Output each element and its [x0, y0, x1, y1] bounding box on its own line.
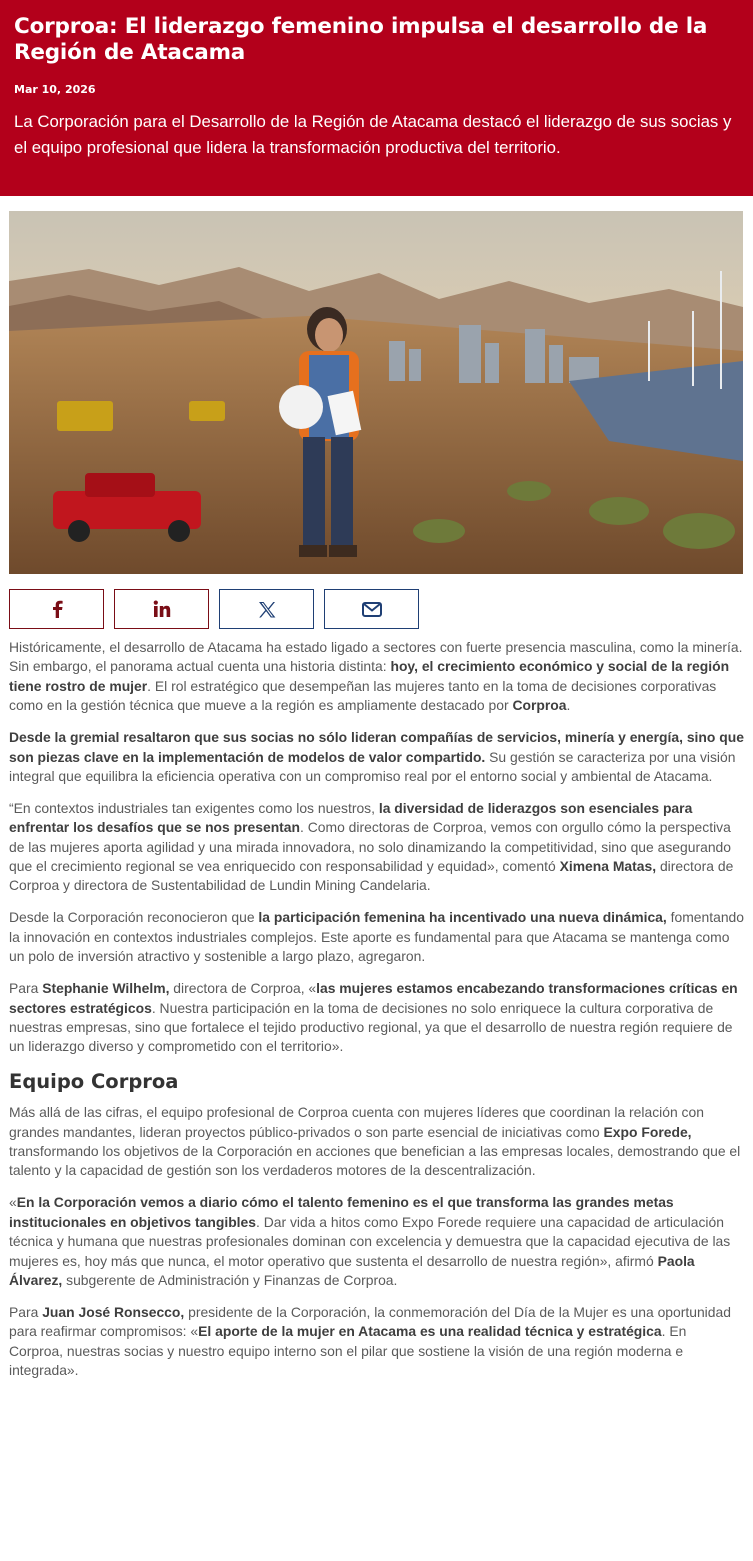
hero-image — [9, 211, 743, 574]
linkedin-icon — [153, 600, 171, 618]
paragraph-4: Desde la Corporación reconocieron que la participación femenina ha incentivado una nueva dinámica, fomentando la innovación en contextos industriales complejos. Este aporte es fundamental para que Atacama se mantenga como un polo de inversión atractivo y sostenible a largo plazo, agregaron. — [9, 909, 744, 965]
section-heading: Equipo Corproa — [9, 1070, 179, 1094]
facebook-icon — [50, 600, 64, 618]
article-header — [0, 0, 753, 196]
article-lead: La Corporación para el Desarrollo de la Región de Atacama destacó el liderazgo de sus socias y el equipo profesional que lidera la transformación productiva del territorio. — [14, 112, 732, 157]
paragraph-8: Para Juan José Ronsecco, presidente de la Corporación, la conmemoración del Día de la Mujer es una oportunidad para reafirmar compromisos: «El aporte de la mujer en Atacama es una realidad técnica y estratégica. En Corproa, nuestras socias y nuestro equipo interno son el pilar que sostiene la visión de una región moderna e integrada». — [9, 1303, 731, 1379]
paragraph-2: Desde la gremial resaltaron que sus socias no sólo lideran compañías de servicios, minería y energía, sino que son piezas clave en la implementación de modelos de valor compartido. Su gestión se caracteriza por una visión integral que equilibra la eficiencia operativa con un compromiso real por el entorno social y ambiental de Atacama. — [9, 729, 744, 784]
paragraph-7: «En la Corporación vemos a diario cómo el talento femenino es el que transforma las grandes metas institucionales en objetivos tangibles. Dar vida a hitos como Expo Forede requiere una capacidad de articulación técnica y humana que nuestras profesionales dominan con excelencia y demuestra que la capacidad ejecutiva de las mujeres es, hoy más que nunca, el motor operativo que sustenta el desarrollo de nuestra región», afirmó Paola Álvarez, subgerente de Administración y Finanzas de Corproa. — [9, 1194, 731, 1288]
paragraph-1: Históricamente, el desarrollo de Atacama ha estado ligado a sectores con fuerte presencia masculina, como la minería. Sin embargo, el panorama actual cuenta una historia distinta: hoy, el crecimiento económico y social de la región tiene rostro de mujer. El rol estratégico que desempeñan las mujeres tanto en la toma de decisiones corporativas como en la gestión técnica que mueve a la región es ampliamente destacado por Corproa. — [9, 639, 743, 714]
paragraph-5: Para Stephanie Wilhelm, directora de Corproa, «las mujeres estamos encabezando transformaciones críticas en sectores estratégicos. Nuestra participación en la toma de decisiones no solo enriquece la cultura corporativa de nuestras empresas, sino que fortalece el tejido productivo regional, ya que el desarrollo de nuestra región requiere de un liderazgo diverso y comprometido con el territorio». — [9, 980, 738, 1055]
email-icon — [362, 602, 382, 617]
article-date: Mar 10, 2026 — [14, 83, 96, 96]
share-x-button[interactable] — [219, 589, 314, 629]
x-icon — [258, 601, 276, 618]
hero-illustration — [9, 211, 743, 574]
paragraph-3: “En contextos industriales tan exigentes como los nuestros, la diversidad de liderazgos son esenciales para enfrentar los desafíos que se nos presentan. Como directoras de Corproa, vemos con orgullo cómo la perspectiva de las mujeres aporta agilidad y una mirada innovadora, no solo dinamizando la competitividad, sino que asegurando que el crecimiento regional se vea enriquecido con responsabilidad y equidad», comentó Ximena Matas, directora de Corproa y directora de Sustentabilidad de Lundin Mining Candelaria. — [9, 799, 734, 894]
share-email-button[interactable] — [324, 589, 419, 629]
paragraph-6: Más allá de las cifras, el equipo profesional de Corproa cuenta con mujeres líderes que coordinan la relación con grandes mandantes, lideran proyectos público-privados o son parte esencial de iniciativas como Expo Forede, transformando los objetivos de la Corporación en acciones que benefician a las empresas locales, demostrando que el talento y la capacidad de gestión son los verdaderos motores de la descentralización. — [9, 1104, 741, 1179]
article-title: Corproa: El liderazgo femenino impulsa el desarrollo de la Región de Atacama — [14, 14, 708, 65]
article-body — [9, 638, 744, 1393]
share-linkedin-button[interactable] — [114, 589, 209, 629]
share-bar — [9, 589, 419, 629]
share-facebook-button[interactable] — [9, 589, 104, 629]
